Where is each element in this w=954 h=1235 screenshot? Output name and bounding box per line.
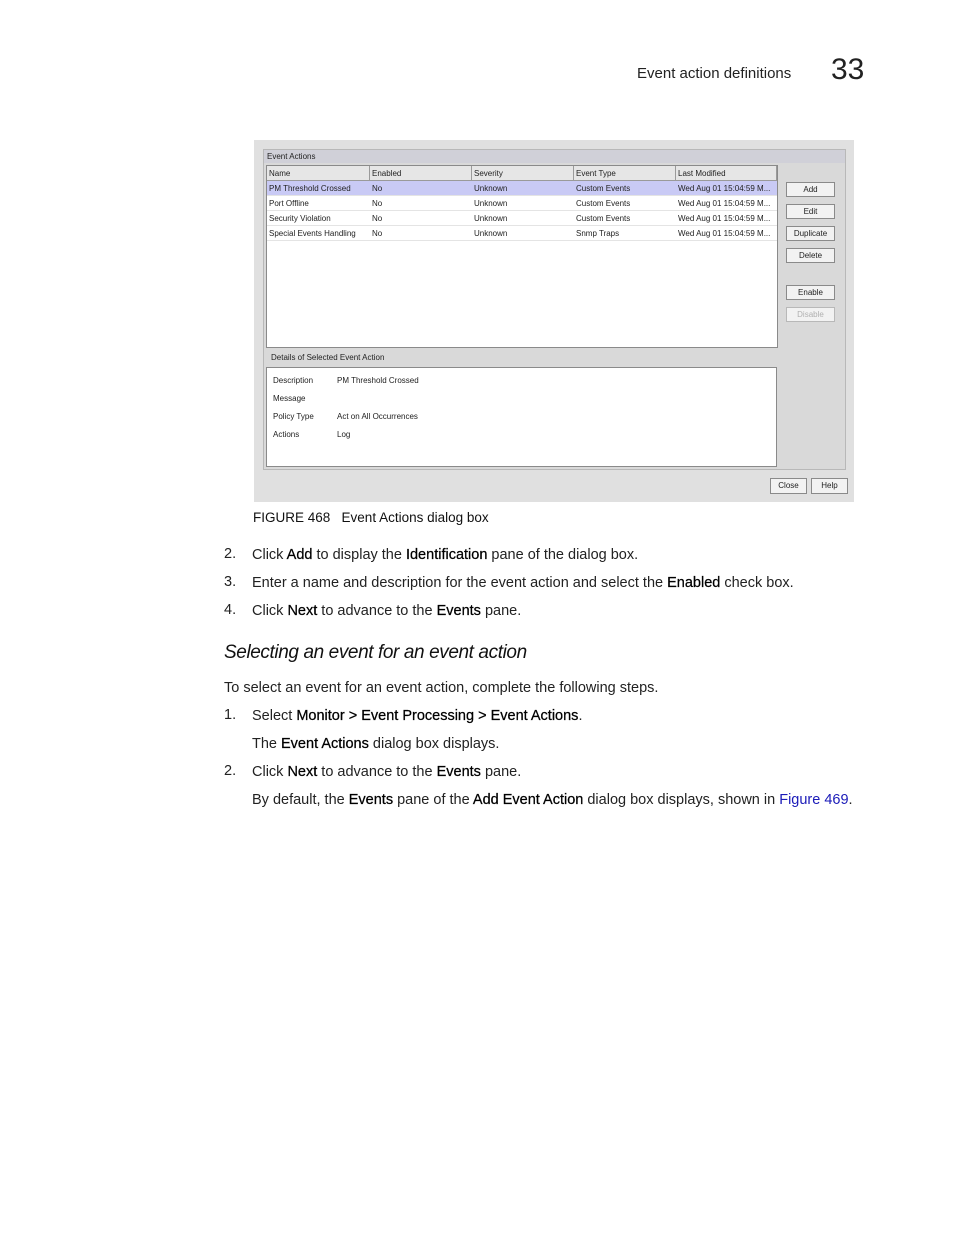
column-header-last-modified[interactable]: Last Modified [676, 166, 777, 181]
cell-enabled: No [372, 214, 383, 223]
step-number: 2. [224, 546, 237, 562]
step-text: Click Next to advance to the Events pane. [252, 603, 522, 619]
event-actions-table [266, 165, 778, 348]
step-text: Click Add to display the Identification pane of the dialog box. [252, 547, 639, 563]
step-number: 2. [224, 763, 237, 779]
cell-name: Security Violation [269, 214, 331, 223]
column-header-enabled[interactable]: Enabled [370, 166, 472, 181]
table-row[interactable] [267, 211, 777, 226]
step-note: By default, the Events pane of the Add Event Action dialog box displays, shown in Figure 469. [252, 792, 853, 808]
duplicate-button[interactable]: Duplicate [786, 226, 835, 241]
add-button[interactable]: Add [786, 182, 835, 197]
running-header-title: Event action definitions [637, 65, 792, 82]
step-text: Enter a name and description for the event action and select the Enabled check box. [252, 575, 794, 591]
step-text: Click Next to advance to the Events pane. [252, 764, 522, 780]
cell-last-modified: Wed Aug 01 15:04:59 M... [678, 214, 771, 223]
cell-name: Port Offline [269, 199, 309, 208]
table-row[interactable] [267, 196, 777, 211]
cell-severity: Unknown [474, 214, 508, 223]
close-button[interactable]: Close [770, 478, 807, 494]
figure-caption [253, 510, 489, 525]
detail-value-policy-type: Act on All Occurrences [337, 412, 418, 421]
column-header-event-type[interactable]: Event Type [574, 166, 676, 181]
cell-last-modified: Wed Aug 01 15:04:59 M... [678, 184, 771, 193]
cell-severity: Unknown [474, 229, 508, 238]
column-header-severity[interactable]: Severity [472, 166, 574, 181]
table-row[interactable] [267, 226, 777, 241]
cell-event-type: Custom Events [576, 214, 631, 223]
detail-key-actions: Actions [273, 430, 300, 439]
step-note: The Event Actions dialog box displays. [252, 736, 500, 752]
cell-event-type: Custom Events [576, 199, 631, 208]
help-button[interactable]: Help [811, 478, 848, 494]
cell-severity: Unknown [474, 199, 508, 208]
detail-key-message: Message [273, 394, 306, 403]
detail-value-actions: Log [337, 430, 351, 439]
disable-button[interactable]: Disable [786, 307, 835, 322]
section-heading: Selecting an event for an event action [224, 642, 527, 663]
cell-enabled: No [372, 229, 383, 238]
cell-last-modified: Wed Aug 01 15:04:59 M... [678, 229, 771, 238]
figure-469-link[interactable]: Figure 469 [779, 792, 849, 808]
cell-last-modified: Wed Aug 01 15:04:59 M... [678, 199, 771, 208]
edit-button[interactable]: Edit [786, 204, 835, 219]
details-label: Details of Selected Event Action [271, 353, 385, 362]
figure-caption-text: Event Actions dialog box [341, 510, 489, 525]
cell-enabled: No [372, 184, 383, 193]
cell-name: Special Events Handling [269, 229, 356, 238]
step-number: 4. [224, 602, 237, 618]
panel-title: Event Actions [267, 152, 316, 161]
table-row[interactable] [267, 181, 777, 196]
enable-button[interactable]: Enable [786, 285, 835, 300]
step-number: 3. [224, 574, 237, 590]
detail-key-policy-type: Policy Type [273, 412, 314, 421]
cell-severity: Unknown [474, 184, 508, 193]
cell-event-type: Snmp Traps [576, 229, 620, 238]
cell-name: PM Threshold Crossed [269, 184, 351, 193]
delete-button[interactable]: Delete [786, 248, 835, 263]
step-text: Select Monitor > Event Processing > Event Actions. [252, 708, 583, 724]
cell-enabled: No [372, 199, 383, 208]
cell-event-type: Custom Events [576, 184, 631, 193]
column-header-name[interactable]: Name [267, 166, 370, 181]
chapter-number: 33 [831, 53, 865, 86]
figure-number: FIGURE 468 [253, 510, 331, 525]
section-intro: To select an event for an event action, complete the following steps. [224, 680, 659, 696]
detail-key-description: Description [273, 376, 314, 385]
panel-title-bar [264, 150, 845, 163]
detail-value-description: PM Threshold Crossed [337, 376, 419, 385]
step-number: 1. [224, 707, 237, 723]
